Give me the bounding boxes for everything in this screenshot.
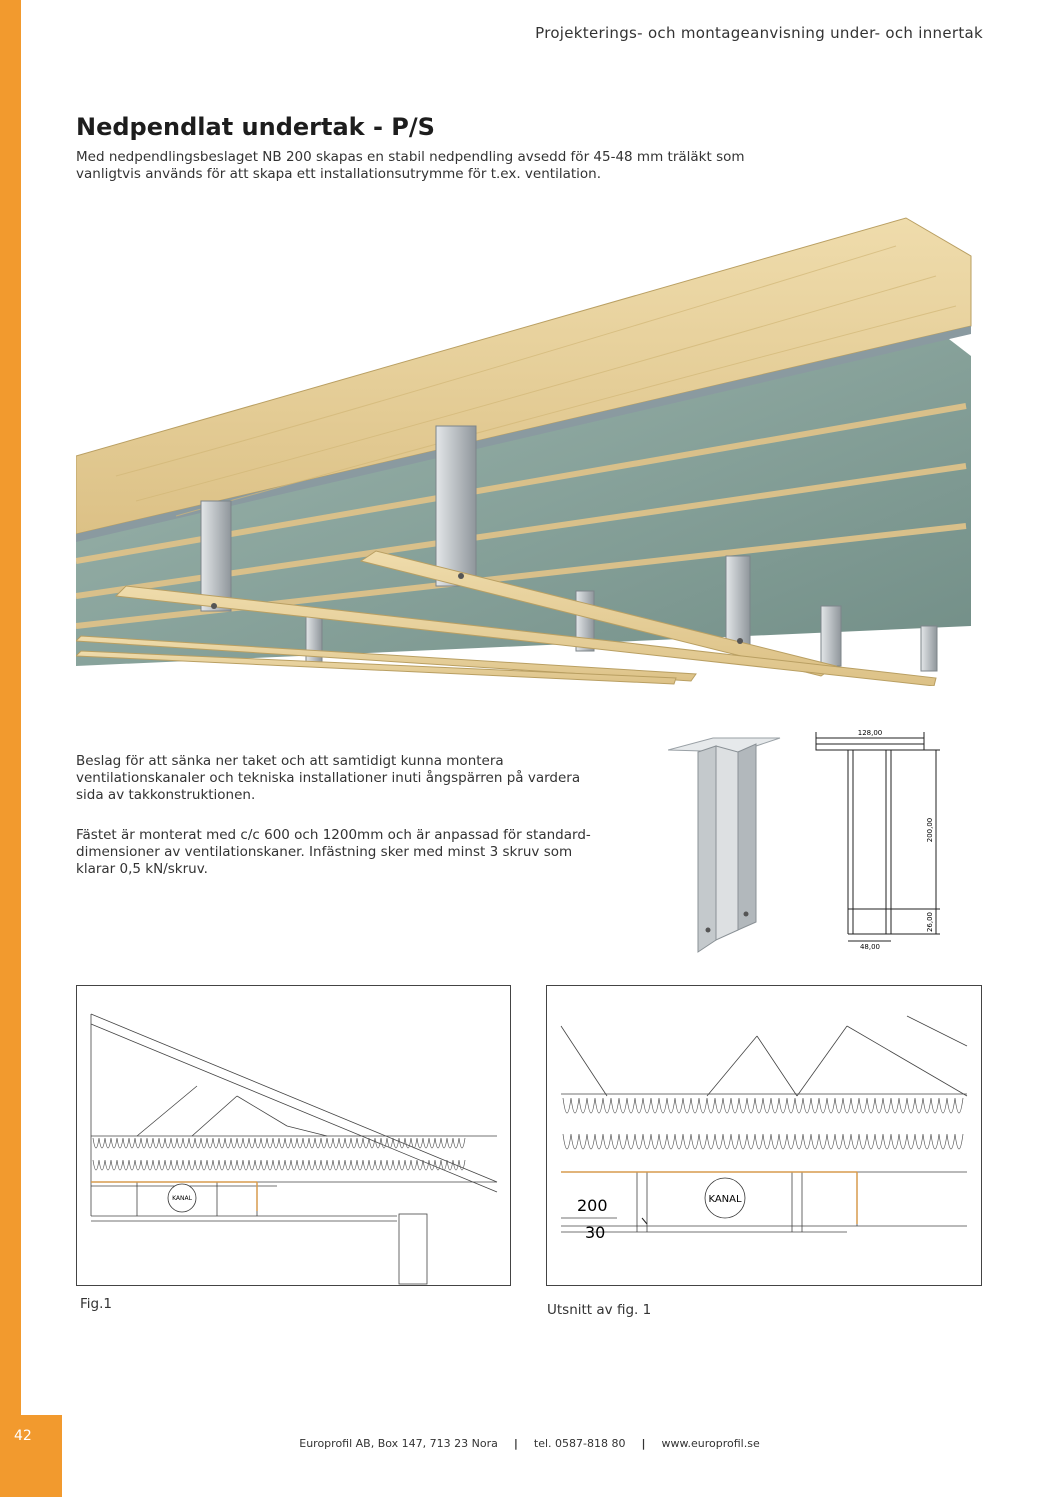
dim-top-width: 128,00 [857, 729, 883, 737]
footer-separator: | [513, 1437, 518, 1450]
fig2-dimension-200: 200 [577, 1196, 608, 1215]
fig1-kanal-label: KANAL [172, 1195, 192, 1202]
orange-side-strip [0, 0, 21, 1497]
para2-line-1: Fästet är monterat med c/c 600 och 1200mm och är anpassad för standard- [76, 827, 591, 843]
figure-1-frame [76, 985, 511, 1286]
intro-line-2: vanligtvis används för att skapa ett installationsutrymme för t.ex. ventilation. [76, 166, 602, 182]
bracket-3d-image [668, 730, 783, 960]
para2-line-3: klarar 0,5 kN/skruv. [76, 861, 208, 877]
bracket-description [76, 753, 636, 804]
figure-1-caption: Fig.1 [80, 1296, 112, 1312]
footer-company: Europrofil AB, Box 147, 713 23 Nora [299, 1437, 498, 1450]
para1-line-3: sida av takkonstruktionen. [76, 787, 256, 803]
para1-line-1: Beslag för att sänka ner taket och att samtidigt kunna montera [76, 753, 504, 769]
figure-2-drawing [547, 986, 981, 1285]
footer-separator: | [641, 1437, 646, 1450]
footer-website-link[interactable]: www.europrofil.se [661, 1437, 760, 1450]
figure-2-frame [546, 985, 982, 1286]
mounting-description [76, 827, 636, 878]
para1-line-2: ventilationskanaler och tekniska installationer inuti ångspärren på vardera [76, 770, 581, 786]
intro-line-1: Med nedpendlingsbeslaget NB 200 skapas en stabil nedpendling avsedd för 45-48 mm träläkt som [76, 149, 745, 165]
para2-line-2: dimensioner av ventilationskaner. Infästning sker med minst 3 skruv som [76, 844, 573, 860]
intro-text [76, 149, 806, 183]
figure-1-drawing [77, 986, 510, 1285]
footer-phone: tel. 0587-818 80 [533, 1437, 626, 1450]
page-number: 42 [14, 1428, 32, 1444]
dim-bottom-width: 48,00 [859, 943, 881, 951]
dim-height: 200,00 [926, 817, 934, 843]
dim-bottom-height: 26,00 [926, 911, 934, 933]
page-footer [0, 1437, 1059, 1450]
fig2-dimension-30: 30 [585, 1223, 606, 1242]
fig2-kanal-label: KANAL [708, 1194, 742, 1205]
figure-2-caption: Utsnitt av fig. 1 [547, 1302, 652, 1318]
page-title: Nedpendlat undertak - P/S [76, 113, 435, 141]
suspended-ceiling-illustration [76, 216, 976, 686]
document-header-title: Projekterings- och montageanvisning under- och innertak [535, 24, 983, 42]
bracket-dimension-drawing [808, 726, 950, 952]
